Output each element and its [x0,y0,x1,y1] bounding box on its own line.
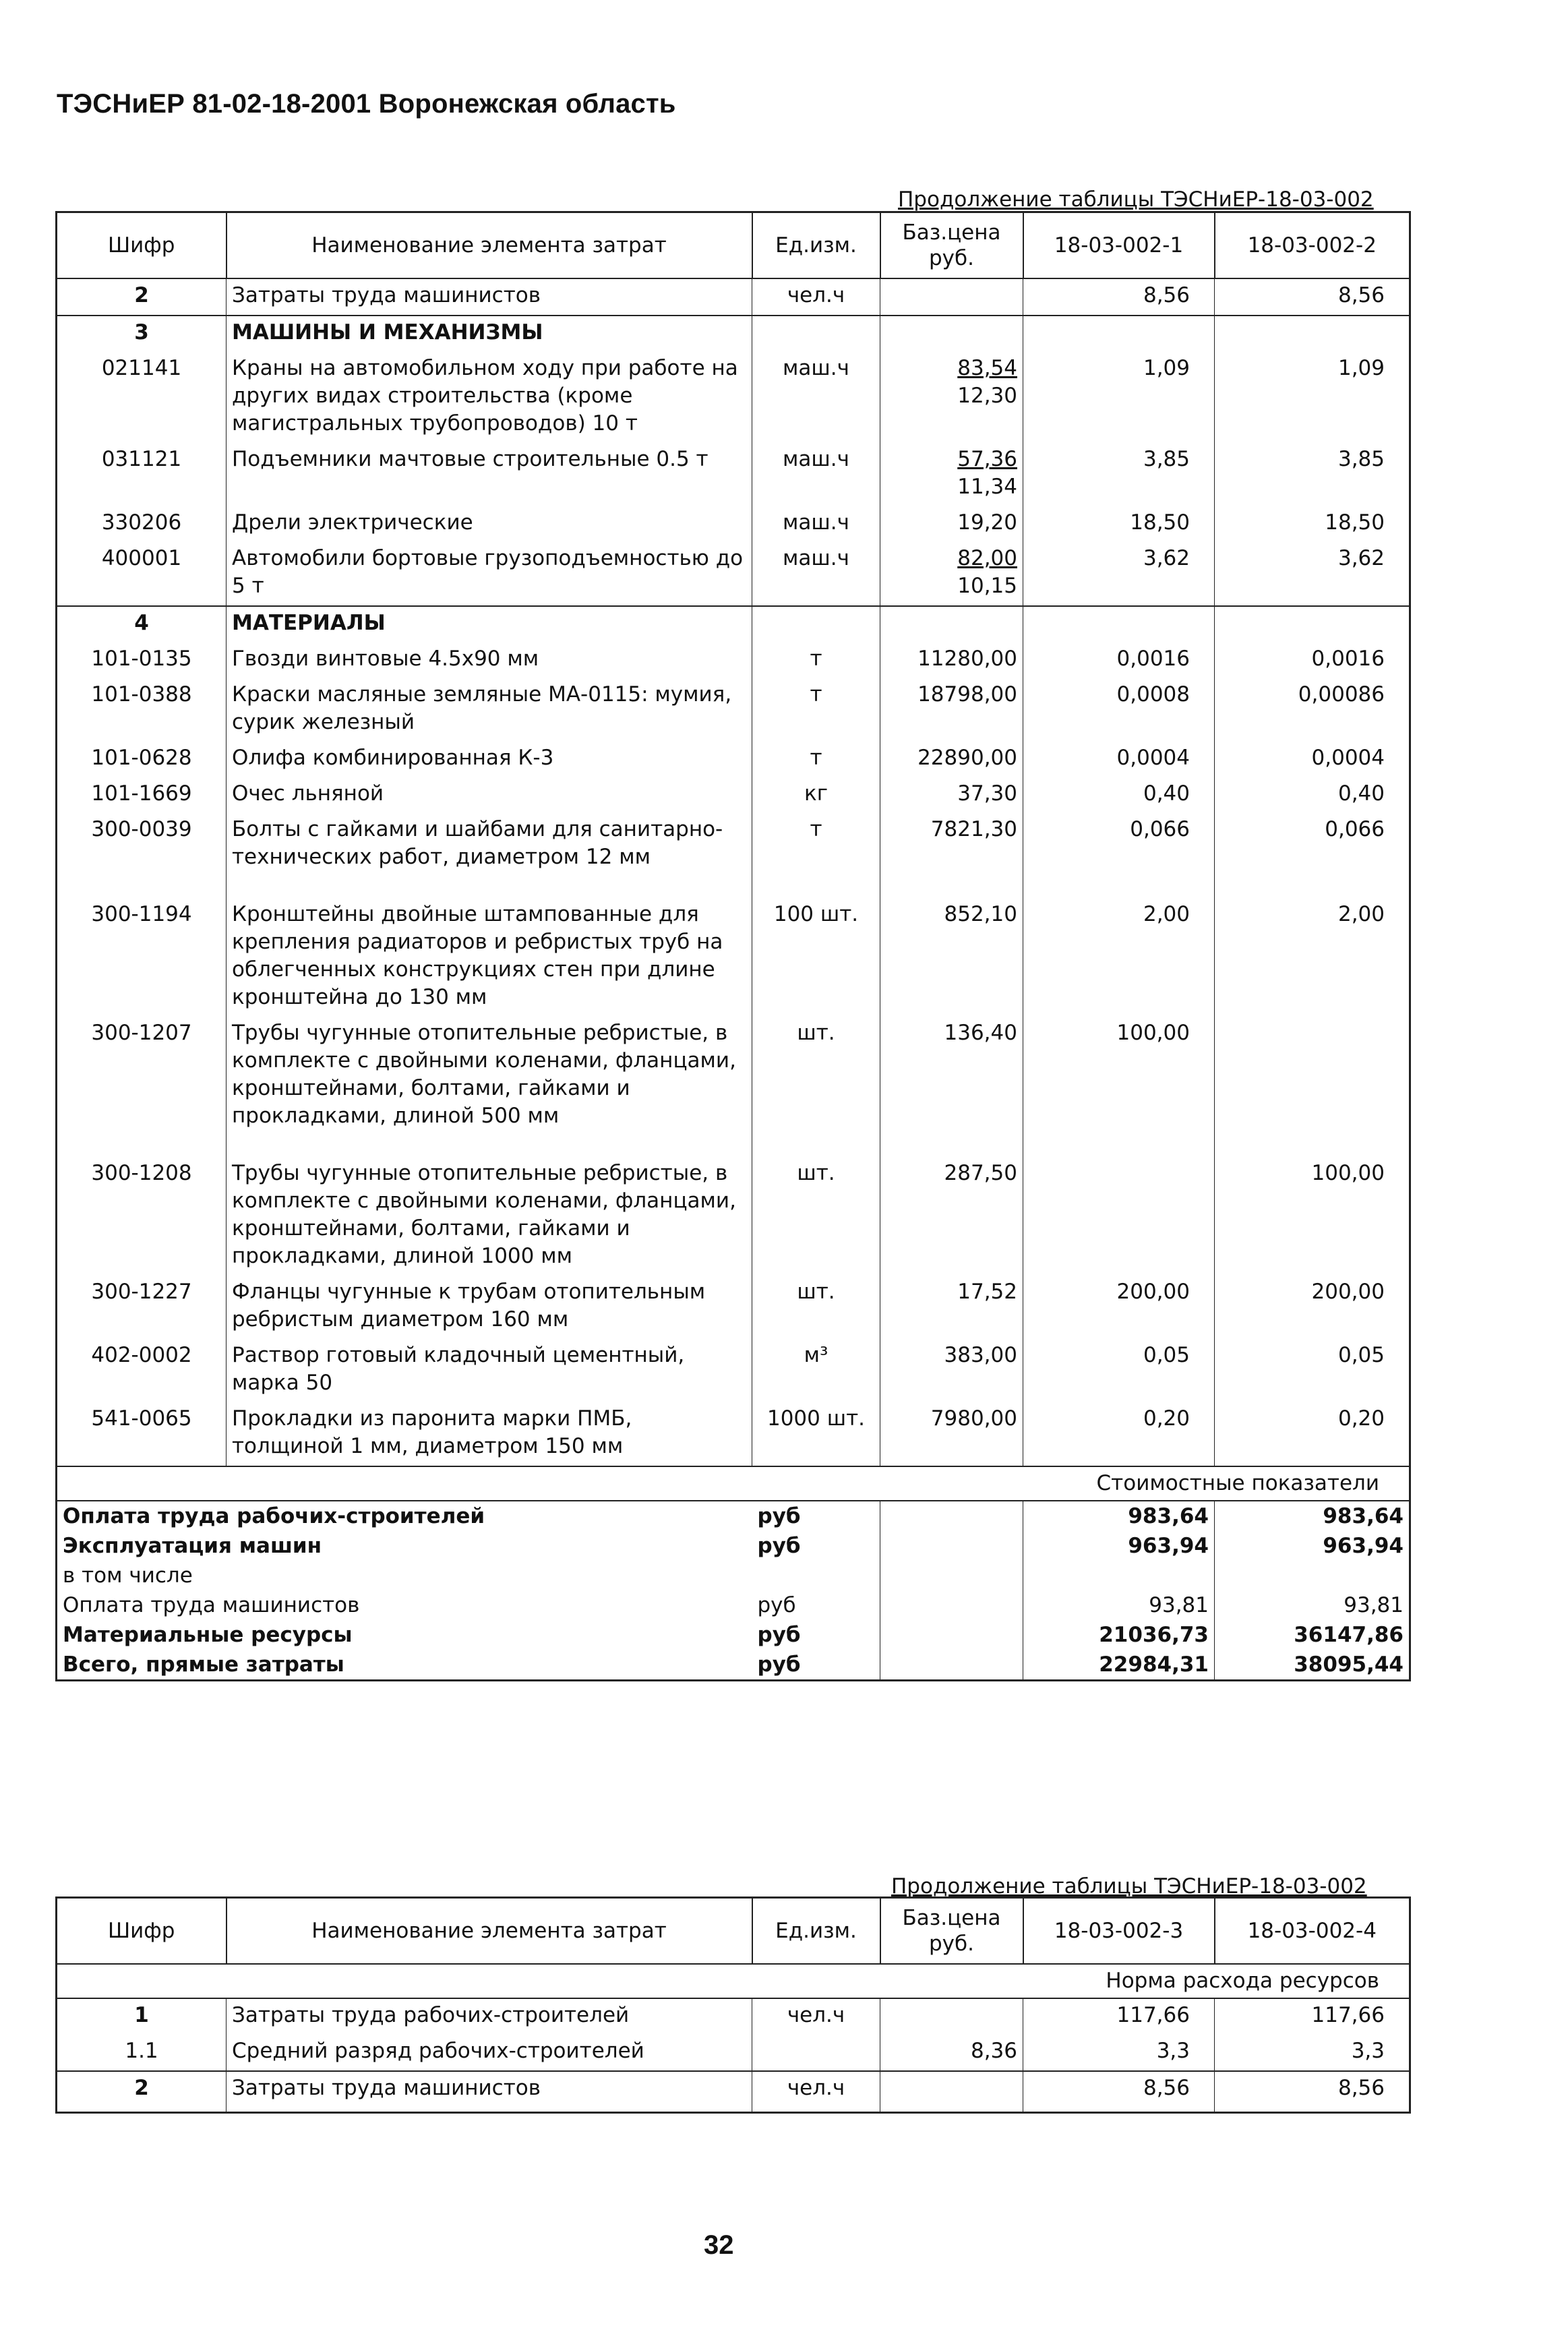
column-header-price: Баз.цена руб. [880,212,1023,279]
row-price [880,777,1023,813]
row-norm-2: 100,00 [1215,1157,1410,1276]
row-price [880,898,1023,1017]
row-price-operator-wage: 11,34 [957,475,1017,499]
row-norm-4: 117,66 [1215,1998,1410,2035]
row-norm-1: 1,09 [1023,352,1215,443]
row-norm-1: 0,0016 [1023,643,1215,678]
cost-indicators-band [57,1466,1410,1501]
band-label: Стоимостные показатели [57,1466,1410,1501]
summary-row [57,1501,1410,1531]
row-price [880,678,1023,742]
row-name: Автомобили бортовые грузоподъемностью до 5 т [227,542,752,606]
row-name: Олифа комбинированная К-3 [227,742,752,777]
row-price-value: 18798,00 [917,682,1017,707]
summary-row [57,1561,1410,1590]
row-norm-4: 3,3 [1215,2035,1410,2071]
column-header-code: Шифр [57,212,227,279]
row-name: Подъемники мачтовые строительные 0.5 т [227,443,752,506]
summary-empty-cell [880,1650,1023,1681]
row-price-value: 57,36 [957,447,1017,471]
summary-unit: руб [757,1623,801,1647]
table-row [57,443,1410,506]
row-price [880,813,1023,898]
row-price [880,278,1023,316]
summary-value-2: 983,64 [1215,1501,1410,1531]
summary-unit: руб [757,1534,801,1558]
row-code: 300-0039 [57,813,227,898]
row-code: 300-1227 [57,1276,227,1339]
row-unit: т [752,643,880,678]
row-code: 2 [57,278,227,316]
row-norm-1: 3,85 [1023,443,1215,506]
summary-value-2: 36147,86 [1215,1620,1410,1650]
row-norm-1: 0,20 [1023,1402,1215,1466]
row-code: 1.1 [57,2035,227,2071]
summary-row [57,1620,1410,1650]
row-norm-1: 0,066 [1023,813,1215,898]
row-norm-2: 3,62 [1215,542,1410,606]
row-name: Затраты труда машинистов [227,2071,752,2113]
row-norm-2: 0,066 [1215,813,1410,898]
row-name: Краски масляные земляные МА-0115: мумия, сурик железный [227,678,752,742]
column-header-unit: Ед.изм. [752,212,880,279]
row-norm-1: 200,00 [1023,1276,1215,1339]
row-code: 101-0135 [57,643,227,678]
summary-label: в том числе [63,1563,193,1588]
table-row [57,2035,1410,2071]
table-row [57,352,1410,443]
summary-value-1 [1023,1561,1215,1590]
row-unit: чел.ч [752,1998,880,2035]
table-continuation-caption-2: Продолжение таблицы ТЭСНиЕР-18-03-002 [891,1874,1367,1899]
row-price [880,2071,1023,2113]
row-price [880,1339,1023,1402]
table-row [57,278,1410,316]
row-price-value: 383,00 [944,1343,1017,1367]
row-norm-1: 18,50 [1023,506,1215,542]
summary-row [57,1531,1410,1561]
row-name: Фланцы чугунные к трубам отопительным ребристым диаметром 160 мм [227,1276,752,1339]
row-unit: т [752,742,880,777]
row-name: МАТЕРИАЛЫ [227,606,752,643]
table-row [57,777,1410,813]
row-unit: 100 шт. [752,898,880,1017]
summary-value-2: 93,81 [1215,1590,1410,1620]
row-name: Прокладки из паронита марки ПМБ, толщиной 1 мм, диаметром 150 мм [227,1402,752,1466]
row-price-value: 37,30 [957,781,1017,806]
row-norm-2: 0,0004 [1215,742,1410,777]
summary-empty-cell [880,1561,1023,1590]
column-header-unit: Ед.изм. [752,1898,880,1965]
row-price [880,352,1023,443]
summary-body [57,1501,1410,1681]
row-code: 300-1208 [57,1157,227,1276]
summary-value-1: 963,94 [1128,1534,1209,1558]
row-norm-2: 1,09 [1215,352,1410,443]
row-price [880,443,1023,506]
row-code: 4 [57,606,227,643]
row-code: 101-1669 [57,777,227,813]
row-code: 021141 [57,352,227,443]
row-price-value: 22890,00 [917,746,1017,770]
resource-table-2 [55,1896,1411,2114]
row-unit [752,606,880,643]
row-price [880,1017,1023,1157]
row-norm-1 [1023,606,1215,643]
row-norm-1: 8,56 [1023,278,1215,316]
summary-value-1: 93,81 [1149,1593,1209,1617]
row-unit: т [752,813,880,898]
summary-empty-cell [880,1590,1023,1620]
row-unit: чел.ч [752,2071,880,2113]
row-name: Дрели электрические [227,506,752,542]
row-norm-2: 0,20 [1215,1402,1410,1466]
row-norm-1: 2,00 [1023,898,1215,1017]
summary-value-2 [1215,1561,1410,1590]
table-row [57,2071,1410,2113]
row-norm-3: 117,66 [1023,1998,1215,2035]
row-price-value: 136,40 [944,1021,1017,1045]
row-unit [752,316,880,352]
table-row [57,898,1410,1017]
row-code: 402-0002 [57,1339,227,1402]
row-unit: шт. [752,1276,880,1339]
table-row [57,1276,1410,1339]
table-row [57,1339,1410,1402]
row-unit: маш.ч [752,352,880,443]
table-row [57,542,1410,606]
row-price-operator-wage: 10,15 [957,574,1017,598]
row-code: 101-0628 [57,742,227,777]
row-norm-1: 0,05 [1023,1339,1215,1402]
summary-label: Оплата труда машинистов [63,1593,360,1617]
table-header-row [57,212,1410,279]
row-price [880,1998,1023,2035]
row-name: Краны на автомобильном ходу при работе на других видах строительства (кроме магистральных трубопроводов) 10 т [227,352,752,443]
table-body [57,1998,1410,2113]
row-code: 2 [57,2071,227,2113]
table-continuation-caption: Продолжение таблицы ТЭСНиЕР-18-03-002 [898,187,1374,212]
table-row [57,813,1410,898]
row-price-operator-wage: 12,30 [957,384,1017,408]
row-unit: т [752,678,880,742]
row-name: Затраты труда машинистов [227,278,752,316]
table-row [57,678,1410,742]
row-unit: кг [752,777,880,813]
row-name: Трубы чугунные отопительные ребристые, в комплекте с двойными коленами, фланцами, кронштейнами, болтами, гайками и прокладками, длиной 1000 мм [227,1157,752,1276]
summary-empty-cell [880,1501,1023,1531]
summary-value-1: 983,64 [1128,1504,1209,1528]
row-norm-2 [1215,606,1410,643]
row-norm-2: 0,05 [1215,1339,1410,1402]
summary-value-2: 38095,44 [1215,1650,1410,1681]
document-title: ТЭСНиЕР 81-02-18-2001 Воронежская область [57,89,676,119]
row-price-value: 83,54 [957,356,1017,380]
row-price [880,506,1023,542]
row-price [880,643,1023,678]
row-price-value: 7821,30 [930,817,1017,841]
column-header-norm-3: 18-03-002-3 [1023,1898,1215,1965]
row-code: 300-1207 [57,1017,227,1157]
row-name: Кронштейны двойные штампованные для крепления радиаторов и ребристых труб на облегченных конструкциях стен при длине кронштейна до 130 мм [227,898,752,1017]
table-row [57,1998,1410,2035]
row-unit: шт. [752,1157,880,1276]
summary-label: Всего, прямые затраты [63,1652,344,1677]
row-unit: чел.ч [752,278,880,316]
row-norm-1: 0,40 [1023,777,1215,813]
row-price [880,1402,1023,1466]
row-name: Гвозди винтовые 4.5х90 мм [227,643,752,678]
table-header-row [57,1898,1410,1965]
row-unit: м³ [752,1339,880,1402]
summary-empty-cell [880,1531,1023,1561]
row-name: МАШИНЫ И МЕХАНИЗМЫ [227,316,752,352]
table-row [57,643,1410,678]
row-code: 330206 [57,506,227,542]
table-row [57,1157,1410,1276]
row-name: Трубы чугунные отопительные ребристые, в комплекте с двойными коленами, фланцами, кронштейнами, болтами, гайками и прокладками, длиной 500 мм [227,1017,752,1157]
row-name: Очес льняной [227,777,752,813]
table-body [57,278,1410,1466]
row-price-value: 17,52 [957,1280,1017,1304]
summary-label: Оплата труда рабочих-строителей [63,1504,485,1528]
row-price-value: 7980,00 [930,1406,1017,1431]
summary-row [57,1590,1410,1620]
row-norm-4: 8,56 [1215,2071,1410,2113]
row-norm-2: 0,0016 [1215,643,1410,678]
summary-unit: руб [757,1652,801,1677]
row-price [880,316,1023,352]
resource-norm-band [57,1964,1410,1998]
table-row [57,1017,1410,1157]
row-name: Средний разряд рабочих-строителей [227,2035,752,2071]
row-price [880,606,1023,643]
row-price [880,542,1023,606]
row-unit: маш.ч [752,542,880,606]
row-price-value: 11280,00 [917,647,1017,671]
row-norm-2: 0,00086 [1215,678,1410,742]
row-code: 300-1194 [57,898,227,1017]
row-code: 400001 [57,542,227,606]
column-header-norm-1: 18-03-002-1 [1023,212,1215,279]
row-norm-3: 3,3 [1023,2035,1215,2071]
row-price [880,1157,1023,1276]
row-price-value: 82,00 [957,546,1017,570]
summary-value-2: 963,94 [1215,1531,1410,1561]
row-code: 031121 [57,443,227,506]
row-norm-2: 200,00 [1215,1276,1410,1339]
summary-label: Материальные ресурсы [63,1623,353,1647]
row-price [880,742,1023,777]
row-norm-1: 100,00 [1023,1017,1215,1157]
summary-value-1: 21036,73 [1099,1623,1209,1647]
table-row [57,506,1410,542]
row-unit: маш.ч [752,443,880,506]
row-unit: шт. [752,1017,880,1157]
row-name: Раствор готовый кладочный цементный, марка 50 [227,1339,752,1402]
row-name: Затраты труда рабочих-строителей [227,1998,752,2035]
row-code: 541-0065 [57,1402,227,1466]
table-row [57,742,1410,777]
row-price-value: 287,50 [944,1161,1017,1185]
row-norm-1 [1023,1157,1215,1276]
row-unit: маш.ч [752,506,880,542]
table-row [57,1402,1410,1466]
row-norm-1 [1023,316,1215,352]
row-price-value: 852,10 [944,902,1017,926]
row-norm-2: 8,56 [1215,278,1410,316]
resource-table-1 [55,211,1411,1681]
summary-empty-cell [880,1620,1023,1650]
row-norm-1: 0,0004 [1023,742,1215,777]
row-norm-2: 3,85 [1215,443,1410,506]
summary-label: Эксплуатация машин [63,1534,322,1558]
page-number: 32 [704,2230,734,2260]
row-norm-2 [1215,316,1410,352]
summary-unit: руб [757,1504,801,1528]
row-price: 8,36 [880,2035,1023,2071]
column-header-norm-2: 18-03-002-2 [1215,212,1410,279]
column-header-price: Баз.цена руб. [880,1898,1023,1965]
row-norm-2: 18,50 [1215,506,1410,542]
band-label: Норма расхода ресурсов [57,1964,1410,1998]
row-norm-2 [1215,1017,1410,1157]
column-header-code: Шифр [57,1898,227,1965]
row-price [880,1276,1023,1339]
row-norm-2: 2,00 [1215,898,1410,1017]
row-unit: 1000 шт. [752,1402,880,1466]
table-row [57,606,1410,643]
summary-row [57,1650,1410,1681]
row-code: 3 [57,316,227,352]
row-name: Болты с гайками и шайбами для санитарно-технических работ, диаметром 12 мм [227,813,752,898]
column-header-name: Наименование элемента затрат [227,212,752,279]
row-norm-1: 0,0008 [1023,678,1215,742]
column-header-norm-4: 18-03-002-4 [1215,1898,1410,1965]
summary-unit [752,1561,880,1590]
row-norm-1: 3,62 [1023,542,1215,606]
summary-unit: руб [757,1593,796,1617]
summary-value-1: 22984,31 [1099,1652,1209,1677]
row-code: 1 [57,1998,227,2035]
row-price-value: 19,20 [957,510,1017,535]
row-norm-2: 0,40 [1215,777,1410,813]
row-norm-3: 8,56 [1023,2071,1215,2113]
row-unit [752,2035,880,2071]
table-row [57,316,1410,352]
column-header-name: Наименование элемента затрат [227,1898,752,1965]
row-code: 101-0388 [57,678,227,742]
